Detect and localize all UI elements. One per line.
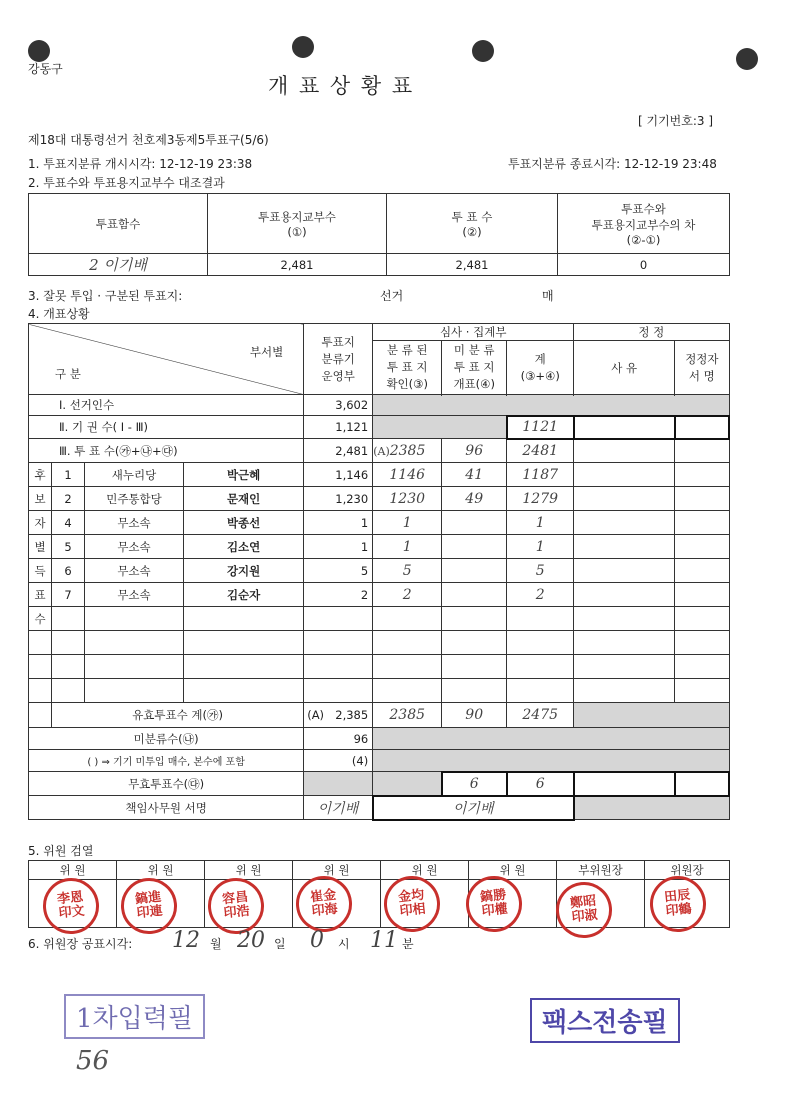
hour-label: 시 [338, 937, 350, 951]
candidate-classified-hw: 1146 [373, 463, 442, 487]
header-reason: 사 유 [574, 341, 675, 395]
side-label: 보 [29, 487, 52, 511]
invalid-label: 무효투표수(㉰) [29, 772, 304, 796]
fax-stamp: 팩스전송필 [530, 998, 680, 1043]
table-row [29, 535, 730, 559]
committee-seal: 金均 印相 [381, 873, 443, 935]
candidate-classified-hw: 2 [373, 583, 442, 607]
abstention-value: 1,121 [304, 416, 373, 439]
votes-value: 2,481 [387, 254, 558, 276]
candidate-party: 새누리당 [85, 463, 184, 487]
valid-total-hw: 2475 [507, 703, 574, 728]
candidate-party: 무소속 [85, 559, 184, 583]
candidate-name: 박근혜 [184, 463, 304, 487]
candidate-total-hw: 1 [507, 535, 574, 559]
role-label: 위 원 [293, 861, 381, 880]
day-label: 일 [274, 937, 286, 951]
candidate-name: 김소연 [184, 535, 304, 559]
candidate-unclassified-hw [442, 559, 507, 583]
candidate-machine-count: 1 [304, 535, 373, 559]
role-label: 위 원 [117, 861, 205, 880]
side-label: 득 [29, 559, 52, 583]
section-4-label: 4. 개표상황 [28, 307, 90, 321]
candidate-name: 강지원 [184, 559, 304, 583]
candidate-number: 6 [52, 559, 85, 583]
start-time: 1. 투표지분류 개시시각: 12-12-19 23:38 [28, 157, 253, 171]
votes-label: Ⅲ. 투 표 수(㉮+㉯+㉰) [29, 439, 304, 463]
role-label: 부위원장 [557, 861, 645, 880]
month-label: 월 [210, 937, 222, 951]
minute-label: 분 [402, 937, 414, 951]
candidate-machine-count: 5 [304, 559, 373, 583]
votes-total-hw: 2481 [507, 439, 574, 463]
table-row [29, 655, 730, 679]
header-signer: 정정자 서 명 [675, 341, 729, 395]
abstention-label: Ⅱ. 기 권 수( Ⅰ - Ⅲ) [29, 416, 304, 439]
candidate-total-hw: 1187 [507, 463, 574, 487]
candidate-classified-hw: 1 [373, 511, 442, 535]
gray-cell [373, 416, 507, 439]
role-label: 위원장 [645, 861, 730, 880]
district: 강동구 [28, 62, 63, 76]
header-issued: 투표용지교부수 (①) [208, 194, 387, 254]
role-label: 위 원 [29, 861, 117, 880]
candidate-total-hw: 2 [507, 583, 574, 607]
candidate-party: 무소속 [85, 535, 184, 559]
candidate-classified-hw: 1 [373, 535, 442, 559]
candidate-total-hw: 1 [507, 511, 574, 535]
candidate-unclassified-hw [442, 511, 507, 535]
table-row [29, 631, 730, 655]
side-label: 후 [29, 463, 52, 487]
signature-machine-hw: 이기배 [304, 796, 373, 820]
gray-cell [373, 395, 729, 416]
votes-value: 2,481 [304, 439, 373, 463]
electors-label: Ⅰ. 선거인수 [29, 395, 304, 416]
votes-classified-hw: (A)2385 [373, 439, 442, 463]
committee-seal: 鎬進 印連 [118, 875, 180, 937]
announce-day-hw: 20 [237, 928, 265, 953]
unclassified-value: 96 [304, 728, 373, 750]
page-title: 개 표 상 황 표 [268, 74, 415, 98]
input-stamp: 1차입력필 [64, 994, 205, 1039]
committee-seal: 鎬勝 印權 [463, 873, 525, 935]
table-row [29, 487, 730, 511]
table-row [29, 559, 730, 583]
electors-value: 3,602 [304, 395, 373, 416]
election-name: 제18대 대통령선거 천호제3동제5투표구(5/6) [28, 133, 269, 147]
table-row [29, 583, 730, 607]
count-table [28, 323, 730, 821]
side-label: 자 [29, 511, 52, 535]
punch-hole [472, 40, 494, 62]
valid-value: (A) 2,385 [304, 703, 373, 728]
issued-value: 2,481 [208, 254, 387, 276]
section-3-election: 선거 [380, 289, 404, 303]
candidate-total-hw: 1279 [507, 487, 574, 511]
candidate-unclassified-hw [442, 583, 507, 607]
committee-seal: 鄭昭 印淑 [553, 879, 615, 941]
signature-review-hw: 이기배 [373, 796, 574, 820]
side-label: 수 [29, 607, 52, 631]
ballot-box-handwritten: 2 이기배 [29, 254, 208, 276]
unclassified-note-value: (4) [304, 750, 373, 772]
candidate-party: 무소속 [85, 583, 184, 607]
candidate-classified-hw: 1230 [373, 487, 442, 511]
candidate-unclassified-hw [442, 535, 507, 559]
candidate-number: 2 [52, 487, 85, 511]
committee-seal: 容昌 印浩 [205, 875, 267, 937]
table-row [29, 679, 730, 703]
unclassified-note: ( ) ⇒ 기기 미투입 매수, 본수에 포함 [29, 750, 304, 772]
candidate-name: 문재인 [184, 487, 304, 511]
valid-unclassified-hw: 90 [442, 703, 507, 728]
section-3-label: 3. 잘못 투입 · 구분된 투표지: [28, 289, 183, 303]
candidate-machine-count: 1 [304, 511, 373, 535]
candidate-number: 7 [52, 583, 85, 607]
header-ballot-box: 투표함수 [29, 194, 208, 254]
committee-seal: 田辰 印鶴 [647, 873, 709, 935]
header-diagonal: 부서별 구 분 [29, 324, 304, 395]
committee-seal: 李恩 印文 [40, 875, 102, 937]
valid-label: 유효투표수 계(㉮) [52, 703, 304, 728]
invalid-unclassified-hw: 6 [442, 772, 507, 796]
side-label: 별 [29, 535, 52, 559]
announce-hour-hw: 0 [310, 928, 324, 953]
header-unclassified: 미 분 류 투 표 지 개표(④) [442, 341, 507, 395]
announce-minute-hw: 11 [370, 928, 398, 953]
header-difference: 투표수와 투표용지교부수의 차 (②-①) [558, 194, 730, 254]
candidate-machine-count: 1,146 [304, 463, 373, 487]
candidate-total-hw: 5 [507, 559, 574, 583]
votes-unclassified-hw: 96 [442, 439, 507, 463]
section-5-label: 5. 위원 검열 [28, 844, 94, 858]
punch-hole [292, 36, 314, 58]
section-6-label: 6. 위원장 공표시각: [28, 937, 133, 951]
header-total: 계 (③+④) [507, 341, 574, 395]
candidate-number: 1 [52, 463, 85, 487]
section-2-label: 2. 투표수와 투표용지교부수 대조결과 [28, 176, 225, 190]
end-time: 투표지분류 종료시각: 12-12-19 23:48 [508, 157, 717, 171]
announce-month-hw: 12 [172, 928, 200, 953]
role-label: 위 원 [205, 861, 293, 880]
candidate-classified-hw: 5 [373, 559, 442, 583]
candidate-machine-count: 1,230 [304, 487, 373, 511]
table-row [29, 607, 730, 631]
candidate-party: 무소속 [85, 511, 184, 535]
signature-label: 책임사무원 서명 [29, 796, 304, 820]
punch-hole [736, 48, 758, 70]
header-correction: 정 정 [574, 324, 729, 341]
role-label: 위 원 [381, 861, 469, 880]
candidate-number: 5 [52, 535, 85, 559]
abstention-handwritten: 1121 [507, 416, 574, 439]
table-row [29, 463, 730, 487]
side-label: 표 [29, 583, 52, 607]
header-classified: 분 류 된 투 표 지 확인(③) [373, 341, 442, 395]
table-row [29, 511, 730, 535]
section-3-unit: 매 [542, 289, 554, 303]
committee-seal: 崔金 印海 [293, 873, 355, 935]
unclassified-label: 미분류수(㉯) [29, 728, 304, 750]
invalid-total-hw: 6 [507, 772, 574, 796]
difference-value: 0 [558, 254, 730, 276]
header-votes: 투 표 수 (②) [387, 194, 558, 254]
valid-classified-hw: 2385 [373, 703, 442, 728]
machine-number: [ 기기번호:3 ] [638, 114, 714, 128]
candidate-unclassified-hw: 41 [442, 463, 507, 487]
role-label: 위 원 [469, 861, 557, 880]
input-stamp-number-hw: 56 [76, 1046, 110, 1076]
candidate-unclassified-hw: 49 [442, 487, 507, 511]
candidate-name: 김순자 [184, 583, 304, 607]
candidate-party: 민주통합당 [85, 487, 184, 511]
candidate-number: 4 [52, 511, 85, 535]
comparison-table [28, 193, 730, 276]
candidate-machine-count: 2 [304, 583, 373, 607]
candidate-name: 박종선 [184, 511, 304, 535]
header-machine: 투표지 분류기 운영부 [304, 324, 373, 395]
header-review: 심사 · 집계부 [373, 324, 574, 341]
punch-hole [28, 40, 50, 62]
